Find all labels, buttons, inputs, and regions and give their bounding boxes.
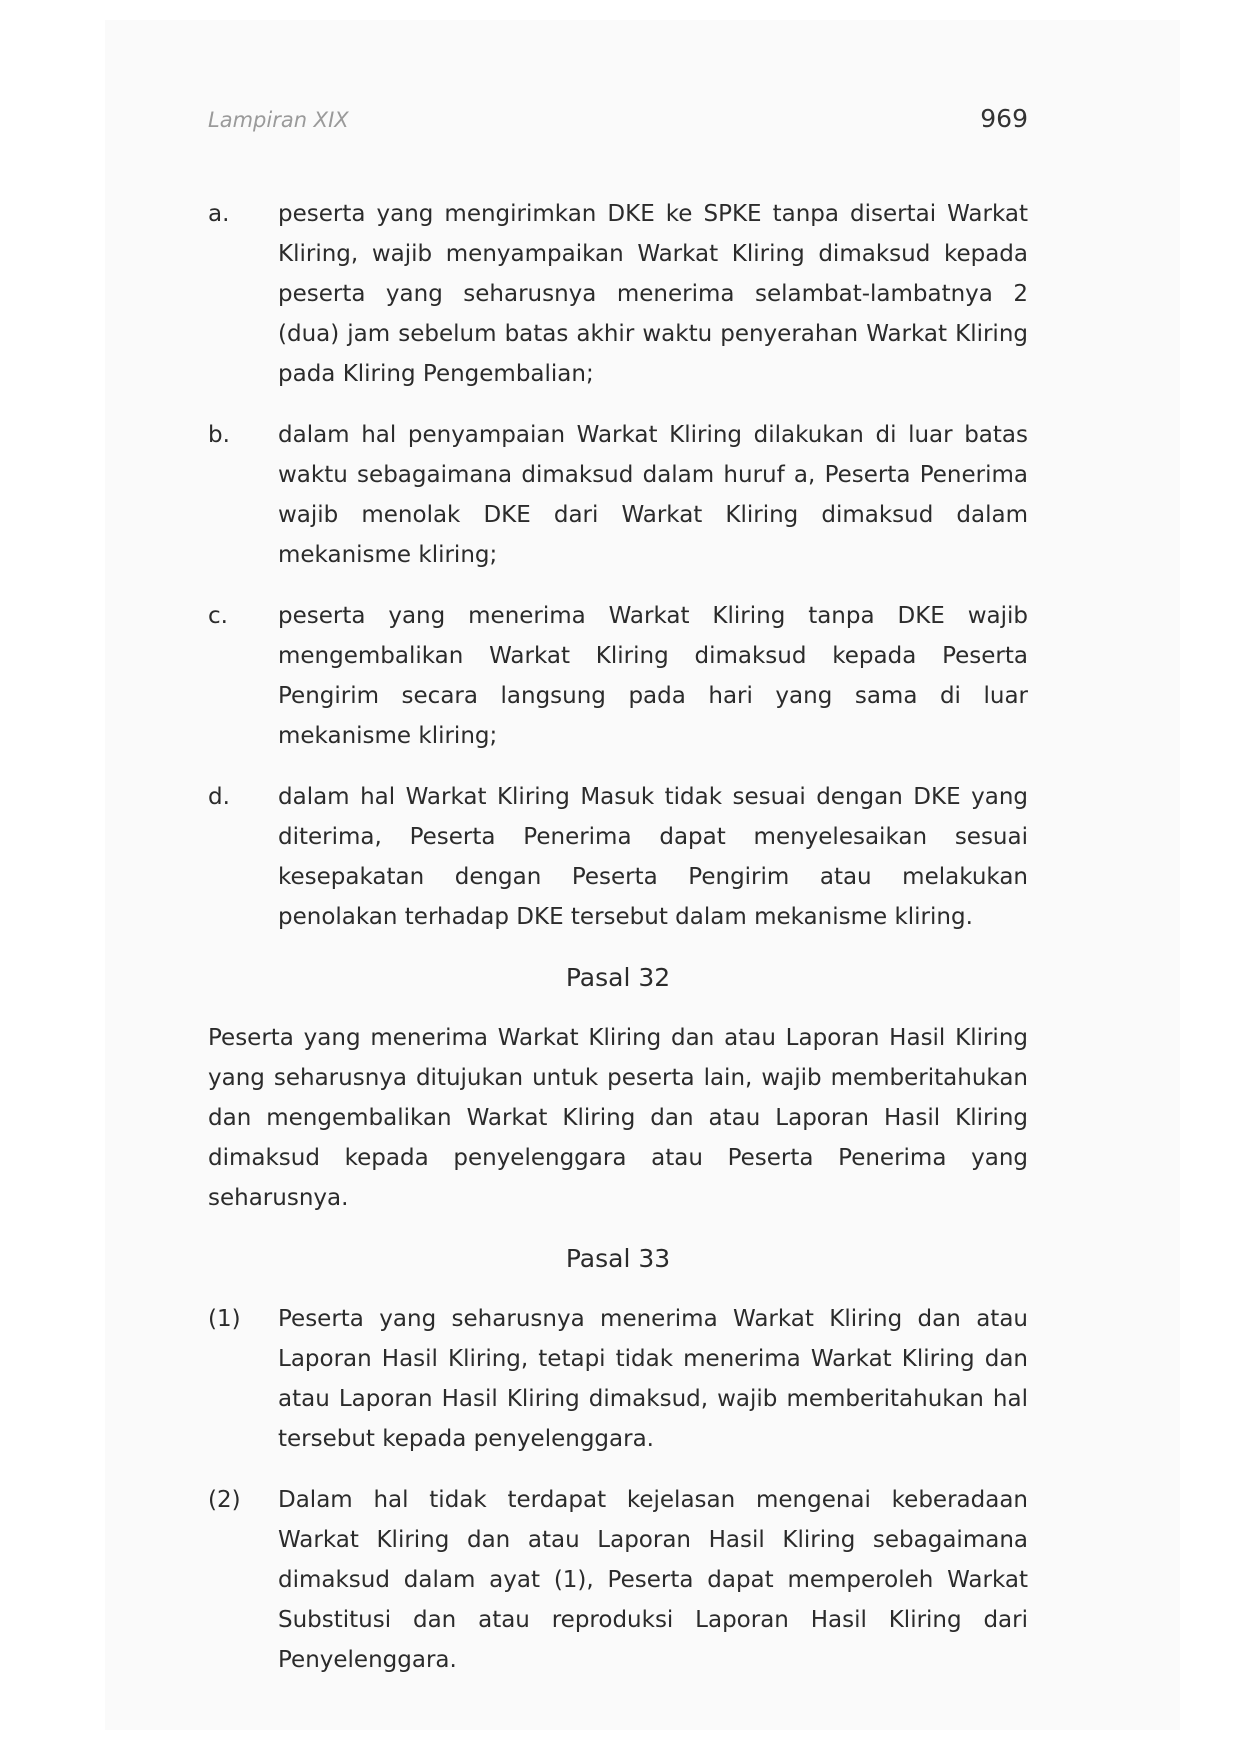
list-marker: d. — [208, 784, 230, 810]
list-item-text: peserta yang menerima Warkat Kliring tanpa DKE wajib mengembalikan Warkat Kliring dimaksud kepada Peserta Pengirim secara langsung pada hari yang sama di luar mekanisme kliring; — [278, 603, 1028, 749]
list-item-a — [208, 194, 1028, 394]
list-marker: c. — [208, 603, 228, 629]
list-item-text: dalam hal Warkat Kliring Masuk tidak sesuai dengan DKE yang diterima, Peserta Penerima dapat menyelesaikan sesuai kesepakatan dengan Peserta Pengirim atau melakukan penolakan terhadap DKE tersebut dalam mekanisme kliring. — [278, 784, 1028, 930]
list-item-text: Peserta yang seharusnya menerima Warkat Kliring dan atau Laporan Hasil Kliring, tetapi tidak menerima Warkat Kliring dan atau Laporan Hasil Kliring dimaksud, wajib memberitahukan hal tersebut kepada penyelenggara. — [278, 1306, 1028, 1452]
pasal-32-text: Peserta yang menerima Warkat Kliring dan atau Laporan Hasil Kliring yang seharusnya ditujukan untuk peserta lain, wajib memberitahukan dan mengembalikan Warkat Kliring dan atau Laporan Hasil Kliring dimaksud kepada penyelenggara atau Peserta Penerima yang seharusnya. — [208, 1025, 1028, 1211]
list-item-text: peserta yang mengirimkan DKE ke SPKE tanpa disertai Warkat Kliring, wajib menyampaikan Warkat Kliring dimaksud kepada peserta yang seharusnya menerima selambat-lambatnya 2 (dua) jam sebelum batas akhir waktu penyerahan Warkat Kliring pada Kliring Pengembalian; — [278, 201, 1028, 387]
document-body — [208, 194, 1028, 1701]
list-marker: b. — [208, 422, 230, 448]
header-title: Lampiran XIX — [208, 108, 349, 132]
list-item-1 — [208, 1299, 1028, 1459]
list-item-d — [208, 777, 1028, 937]
list-item-text: Dalam hal tidak terdapat kejelasan mengenai keberadaan Warkat Kliring dan atau Laporan Hasil Kliring sebagaimana dimaksud dalam ayat (1), Peserta dapat memperoleh Warkat Substitusi dan atau reproduksi Laporan Hasil Kliring dari Penyelenggara. — [278, 1487, 1028, 1673]
list-item-2 — [208, 1480, 1028, 1680]
list-item-c — [208, 596, 1028, 756]
pasal-32-heading: Pasal 32 — [565, 963, 671, 992]
list-marker: (2) — [208, 1487, 241, 1513]
running-header — [208, 104, 1028, 144]
list-marker: a. — [208, 201, 230, 227]
list-item-b — [208, 415, 1028, 575]
list-item-text: dalam hal penyampaian Warkat Kliring dilakukan di luar batas waktu sebagaimana dimaksud dalam huruf a, Peserta Penerima wajib menolak DKE dari Warkat Kliring dimaksud dalam mekanisme kliring; — [278, 422, 1028, 568]
pasal-33-heading: Pasal 33 — [565, 1244, 671, 1273]
list-marker: (1) — [208, 1306, 241, 1332]
page-number: 969 — [980, 104, 1028, 133]
